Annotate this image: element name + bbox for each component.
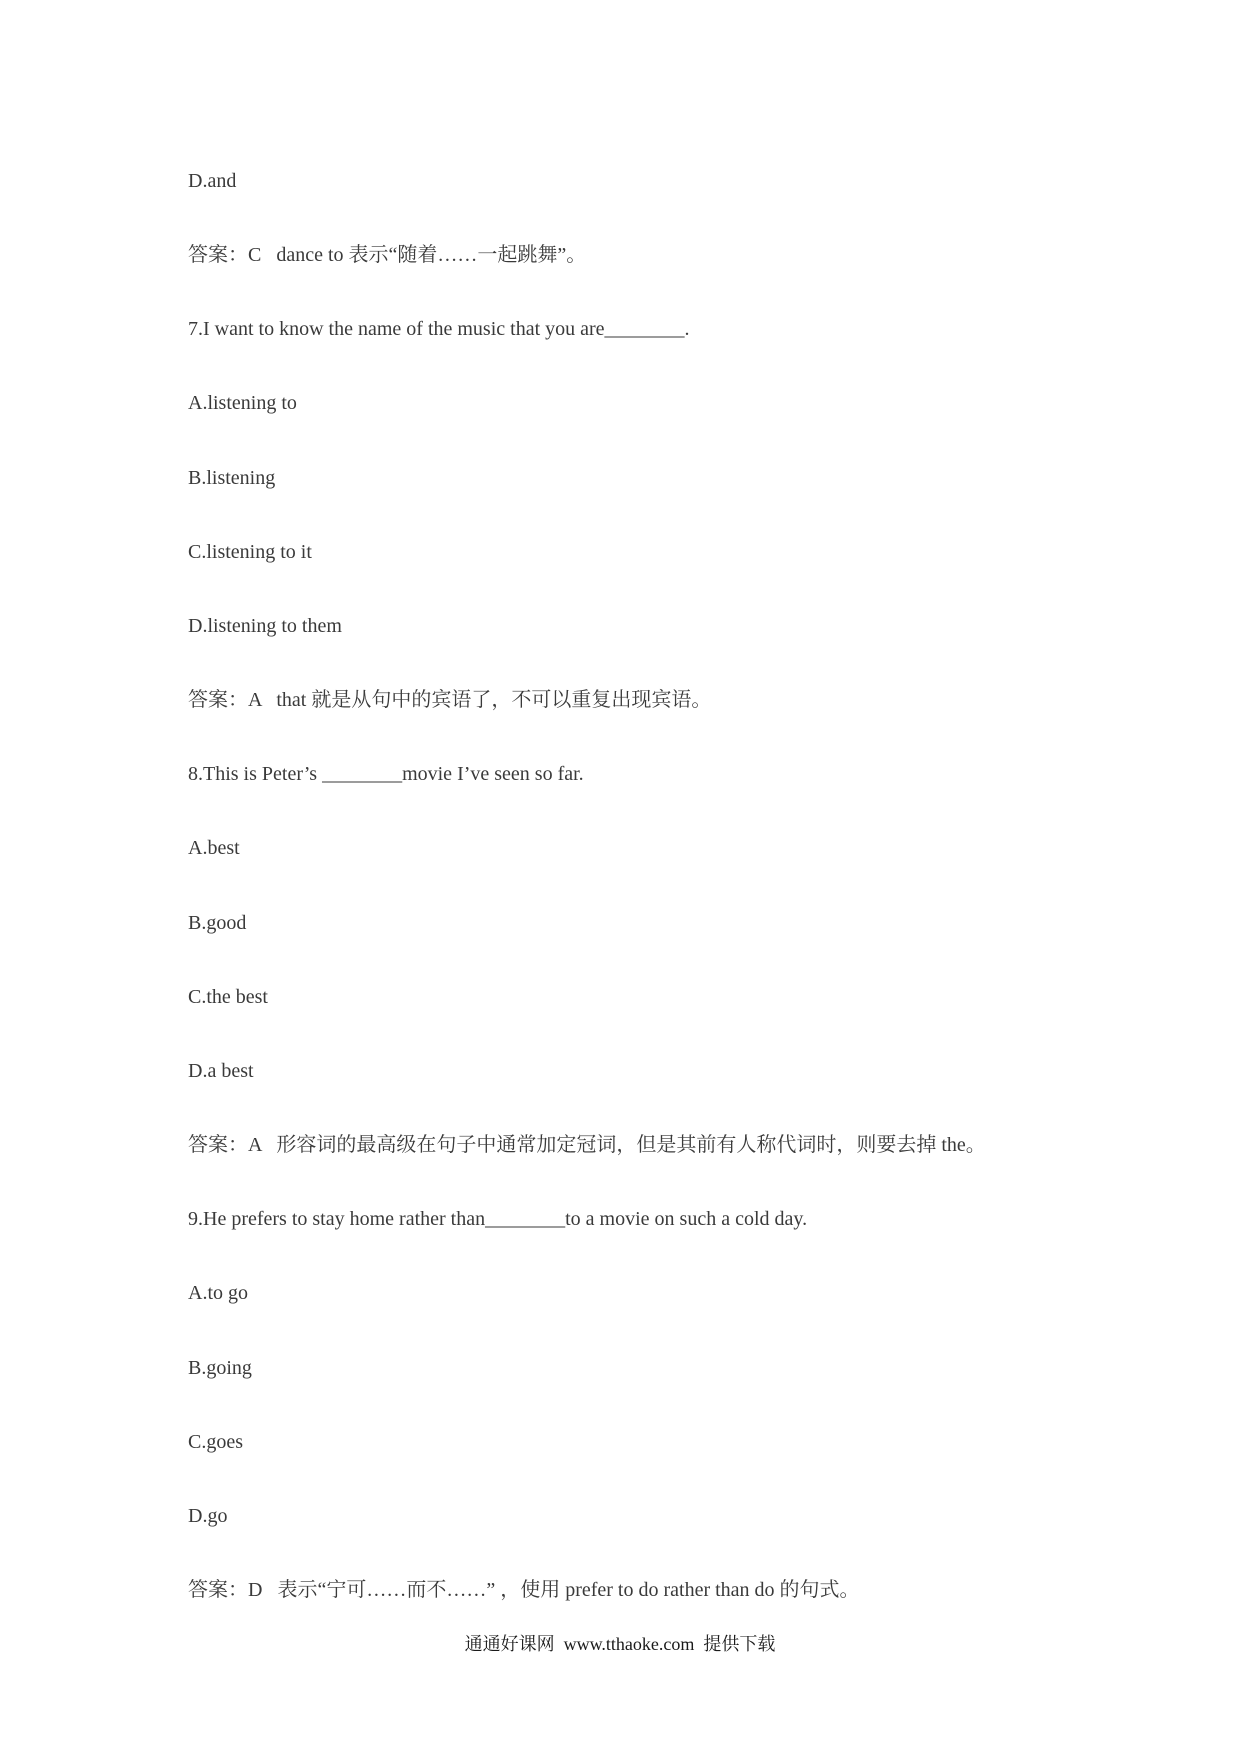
- q6-answer: 答案：C dance to 表示“随着……一起跳舞”。: [188, 244, 587, 266]
- page-footer: 通通好课网 www.tthaoke.com 提供下载: [464, 1634, 776, 1654]
- q8-option-d: D.a best: [188, 1060, 254, 1082]
- q8-option-a: A.best: [188, 837, 240, 859]
- q9-option-c: C.goes: [188, 1431, 243, 1453]
- q9-answer: 答案：D 表示“宁可……而不……” ，使用 prefer to do rather than do 的句式。: [188, 1579, 860, 1601]
- q9-question: 9.He prefers to stay home rather than________to a movie on such a cold day.: [188, 1208, 808, 1230]
- q9-option-a: A.to go: [188, 1282, 248, 1304]
- q8-option-c: C.the best: [188, 986, 268, 1008]
- q9-option-b: B.going: [188, 1357, 252, 1379]
- q8-question: 8.This is Peter’s ________movie I’ve seen so far.: [188, 763, 584, 785]
- q7-option-c: C.listening to it: [188, 541, 312, 563]
- q7-answer: 答案：A that 就是从句中的宾语了，不可以重复出现宾语。: [188, 689, 712, 711]
- q8-option-b: B.good: [188, 912, 247, 934]
- q7-option-a: A.listening to: [188, 392, 297, 414]
- q8-answer: 答案：A 形容词的最高级在句子中通常加定冠词，但是其前有人称代词时，则要去掉 the。: [188, 1134, 986, 1156]
- q6-option-d: D.and: [188, 170, 237, 192]
- q7-option-b: B.listening: [188, 467, 276, 489]
- q7-question: 7.I want to know the name of the music that you are________.: [188, 318, 690, 340]
- q7-option-d: D.listening to them: [188, 615, 342, 637]
- q9-option-d: D.go: [188, 1505, 228, 1527]
